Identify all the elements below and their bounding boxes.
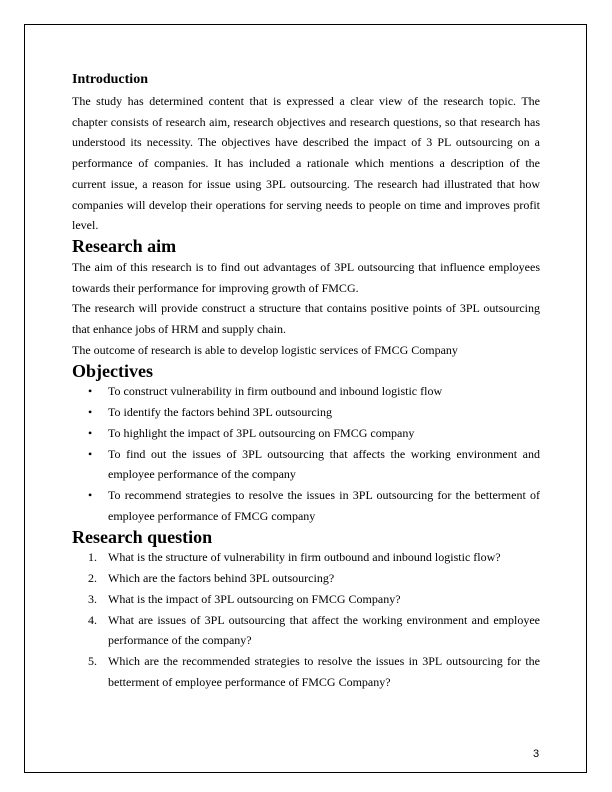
list-item-text: To identify the factors behind 3PL outsourcing bbox=[108, 405, 333, 419]
list-item bbox=[72, 381, 540, 402]
bullet-icon: • bbox=[88, 384, 93, 399]
list-item bbox=[72, 547, 540, 568]
document-body bbox=[72, 70, 540, 693]
list-item bbox=[72, 402, 540, 423]
list-item-text: What is the impact of 3PL outsourcing on FMCG Company? bbox=[108, 591, 401, 606]
aim-heading: Research aim bbox=[72, 236, 177, 256]
bullet-icon: • bbox=[88, 405, 93, 419]
list-number: 1. bbox=[88, 550, 97, 565]
list-item-text: To find out the issues of 3PL outsourcing that affects the working environment and employee performance of the company bbox=[108, 446, 540, 482]
section-title: Introduction bbox=[72, 72, 148, 87]
questions-list bbox=[72, 547, 540, 692]
list-number: 4. bbox=[88, 612, 97, 627]
list-item-text: Which are the factors behind 3PL outsourcing? bbox=[108, 571, 335, 585]
bullet-icon: • bbox=[88, 425, 93, 440]
bullet-icon: • bbox=[88, 446, 93, 461]
list-item bbox=[72, 610, 540, 652]
objectives-heading: Objectives bbox=[72, 360, 153, 381]
list-item bbox=[72, 568, 540, 589]
list-item-text: To highlight the impact of 3PL outsourcing on FMCG company bbox=[108, 425, 415, 440]
list-item bbox=[72, 651, 540, 693]
list-item-text: To construct vulnerability in firm outbound and inbound logistic flow bbox=[108, 384, 443, 399]
bullet-icon: • bbox=[88, 488, 93, 502]
list-item bbox=[72, 589, 540, 610]
list-item-text: What is the structure of vulnerability in firm outbound and inbound logistic flow? bbox=[108, 550, 501, 565]
list-item bbox=[72, 444, 540, 486]
aim-paragraph: The research will provide construct a structure that contains positive points of 3PL outsourcing that enhance jobs of HRM and supply chain. bbox=[72, 301, 540, 336]
list-item-text: What are issues of 3PL outsourcing that affect the working environment and employee performance of the company? bbox=[108, 612, 540, 648]
aim-paragraph: The outcome of research is able to develop logistic services of FMCG Company bbox=[72, 342, 458, 357]
list-number: 5. bbox=[88, 654, 97, 668]
list-item-text: Which are the recommended strategies to resolve the issues in 3PL outsourcing for the betterment of employee performance of FMCG Company? bbox=[108, 654, 540, 689]
list-number: 2. bbox=[88, 571, 97, 585]
intro-paragraph: The study has determined content that is expressed a clear view of the research topic. The chapter consists of research aim, research objectives and research questions, so that research has understood its necessity. The objectives have described the impact of 3 PL outsourcing on a performance of companies. It has included a rationale which mentions a description of the current issue, a reason for issue using 3PL outsourcing. The research had illustrated that how companies will develop their operations for serving needs to people on time and improves profit level. bbox=[72, 93, 540, 233]
list-number: 3. bbox=[88, 591, 97, 606]
list-item bbox=[72, 485, 540, 527]
page-number: 3 bbox=[533, 748, 540, 760]
objectives-list bbox=[72, 381, 540, 526]
aim-paragraph: The aim of this research is to find out advantages of 3PL outsourcing that influence employees towards their performance for improving growth of FMCG. bbox=[72, 259, 540, 295]
questions-heading: Research question bbox=[72, 526, 213, 547]
list-item-text: To recommend strategies to resolve the issues in 3PL outsourcing for the betterment of employee performance of FMCG company bbox=[108, 488, 540, 523]
list-item bbox=[72, 423, 540, 444]
